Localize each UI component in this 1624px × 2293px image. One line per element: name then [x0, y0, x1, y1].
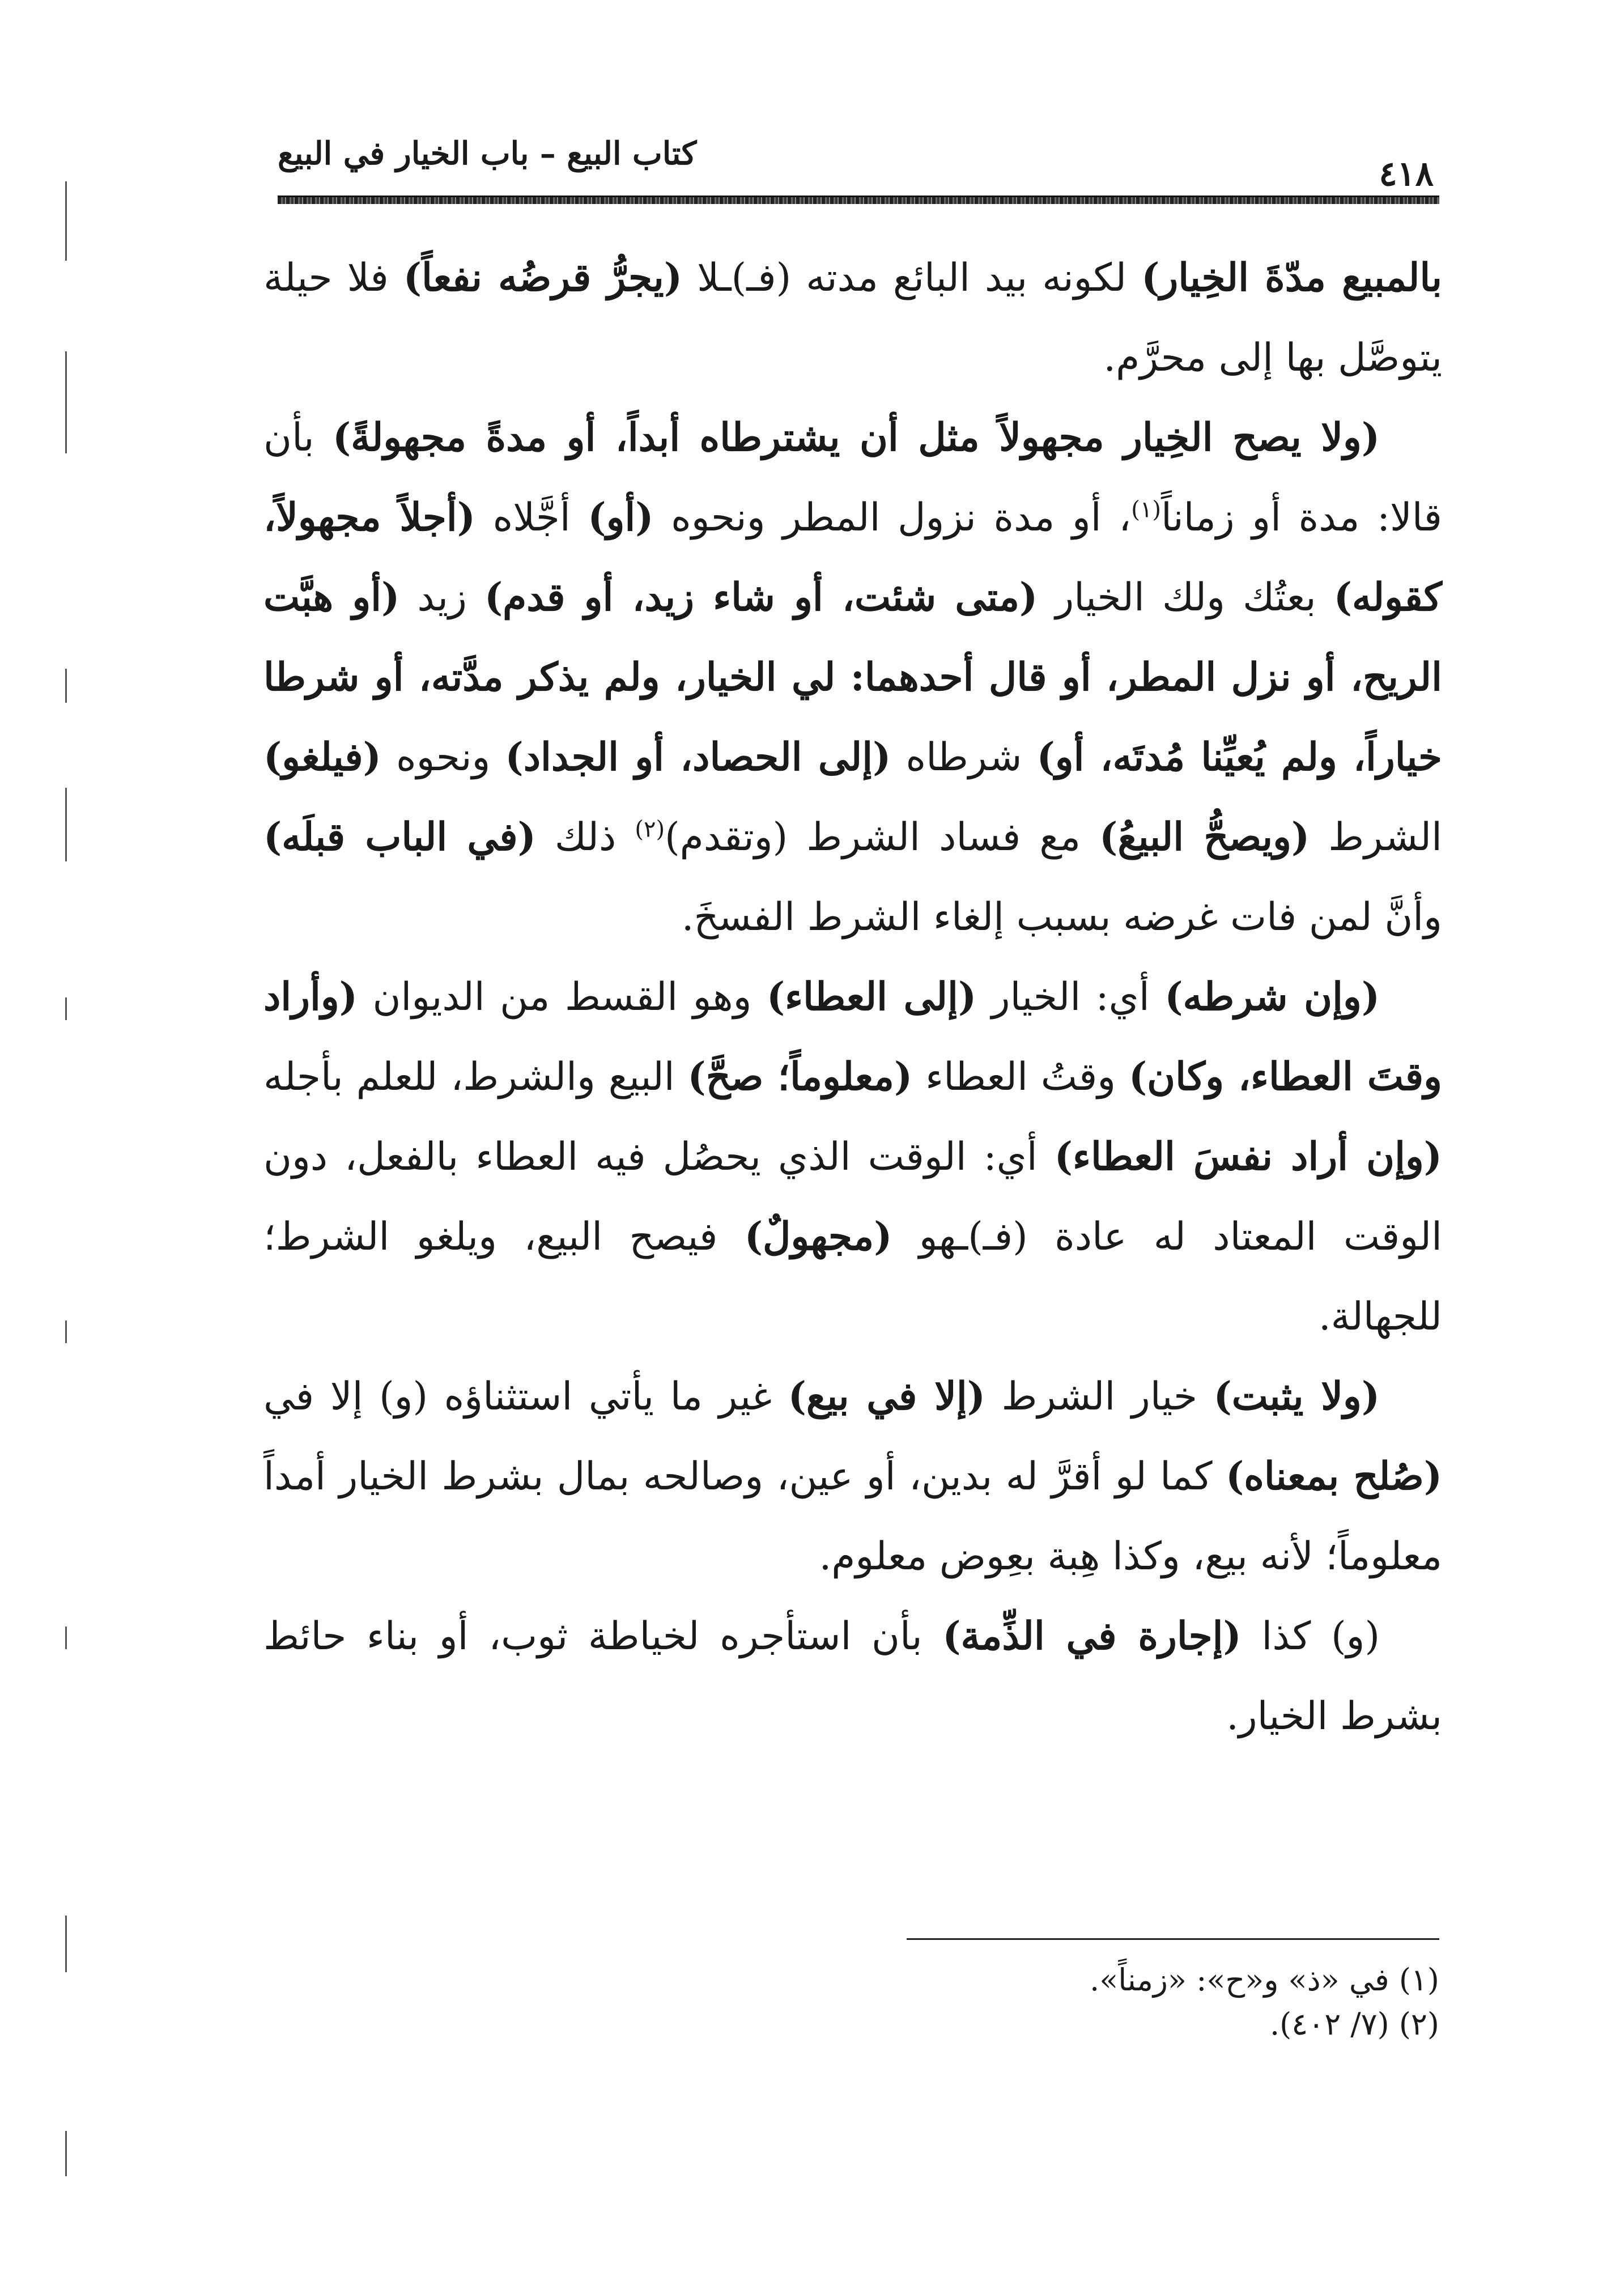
footnote-ref[interactable]: (٢) [635, 816, 665, 843]
matn-text: (أو هبَّت الريح، أو نزل المطر، أو قال أحدهما: لي الخيار، ولم يذكر مدَّته، أو شرطا خياراً، ولم يُعيِّنا مُدتَه، أو) [263, 575, 1442, 780]
matn-text: (إجارة في الذِّمة) [942, 1613, 1242, 1659]
sharh-text: أي: الخيار [976, 975, 1165, 1020]
matn-text: (وإن شرطه) [1164, 974, 1380, 1020]
matn-text: بالمبيع مدّةَ الخِيار) [1141, 255, 1442, 300]
sharh-text: أجَّلاه [475, 495, 588, 540]
scan-margin-line [65, 181, 67, 261]
sharh-text: كما لو أقرَّ له بدين، أو عين، وصالحه بمال بشرط الخيار أمداً معلوماً؛ لأنه بيع، وكذا هِبة بعِوض معلوم. [263, 1454, 1442, 1579]
sharh-text: البيع والشرط، للعلم بأجله [263, 1055, 688, 1099]
footnotes [793, 1958, 1439, 2046]
sharh-text: وهو القسط من الديوان [357, 975, 767, 1020]
matn-text: (صُلح بمعناه) [1226, 1454, 1442, 1499]
sharh-text: وأنَّ لمن فات غرضه بسبب إلغاء الشرط الفسخَ. [681, 895, 1442, 940]
matn-text: (ولا يصح الخِيار مجهولاً مثل أن يشترطاه أبداً، أو مدةً مجهولةً) [332, 415, 1380, 460]
matn-text: (إلا في بيع) [788, 1374, 985, 1419]
sharh-text: (و) كذا [1241, 1614, 1380, 1659]
scan-margin-line [65, 351, 67, 453]
matn-text: (ويصحُّ البيعُ) [1099, 814, 1310, 860]
sharh-text: فيصح البيع، ويلغو الشرط؛ للجهالة. [263, 1215, 1442, 1339]
sharh-text: ونحوه [381, 735, 505, 780]
scan-margin-line [65, 2131, 67, 2176]
footnote: (١) في «ذ» و«ح»: «زمناً». [1090, 1962, 1439, 1998]
paragraph [263, 238, 1442, 398]
footnote-separator [907, 1938, 1439, 1940]
header-rule [278, 196, 1439, 204]
sharh-text: بعتُك ولك الخيار [1038, 575, 1334, 620]
sharh-text: ذلك [535, 815, 635, 860]
footnote-ref[interactable]: (١) [1131, 496, 1161, 523]
sharh-text: مع فساد الشرط (وتقدم) [665, 815, 1100, 860]
sharh-text: أي: الوقت الذي يحصُل فيه العطاء بالفعل، دون الوقت المعتاد له عادة (فـ)ـهو [263, 1135, 1442, 1259]
matn-text: (أجلاً مجهولاً، كقوله) [263, 495, 1443, 620]
matn-text: (فيلغو) [263, 734, 381, 780]
scan-margin-line [65, 1320, 67, 1343]
scan-margin-line [65, 669, 67, 703]
matn-text: (وإن أراد نفسَ العطاء) [1054, 1134, 1442, 1179]
sharh-text: وقتُ العطاء [912, 1055, 1129, 1099]
sharh-text: فلا حيلة يتوصَّل بها إلى محرَّم. [263, 256, 1442, 380]
header-title: كتاب البيع – باب الخيار في البيع [278, 135, 697, 172]
matn-text: (يجرُّ قرضُه نفعاً) [403, 255, 683, 300]
sharh-text: خيار الشرط [985, 1374, 1214, 1419]
scan-margin-line [65, 1916, 67, 1972]
footnote: (٢) (٧/ ٤٠٢). [1269, 2006, 1439, 2042]
sharh-text: بأن قالا: مدة أو زماناً [263, 415, 1442, 540]
matn-text: (إلى العطاء) [767, 974, 977, 1020]
sharh-text: زيد [399, 575, 484, 620]
paragraph [263, 957, 1442, 1357]
sharh-text: شرطاه [891, 735, 1037, 780]
sharh-text: لكونه بيد البائع مدته (فـ)ـلا [682, 256, 1142, 300]
sharh-text: غير ما يأتي استثناؤه (و) إلا في [263, 1374, 788, 1419]
matn-text: (مجهولٌ) [744, 1214, 892, 1259]
scan-margin-line [65, 1627, 67, 1649]
matn-text: (ولا يثبت) [1213, 1374, 1380, 1419]
scan-margin-line [65, 997, 67, 1020]
paragraph [263, 1596, 1442, 1756]
matn-text: (إلى الحصاد، أو الجداد) [505, 734, 891, 780]
matn-text: (وأراد وقتَ العطاء، وكان) [263, 974, 1442, 1099]
scan-margin-line [65, 788, 67, 861]
matn-text: (معلوماً؛ صحَّ) [687, 1054, 913, 1099]
matn-text: (في الباب قبلَه) [263, 814, 536, 860]
running-header [278, 125, 1439, 210]
paragraph [263, 398, 1442, 957]
sharh-text: ، أو مدة نزول المطر ونحوه [653, 495, 1132, 540]
sharh-text: بأن استأجره لخياطة ثوب، أو بناء حائط بشرط الخيار. [263, 1614, 1442, 1739]
matn-text: (أو) [588, 495, 654, 540]
sharh-text: الشرط [1310, 815, 1442, 860]
page-number: ٤١٨ [1379, 154, 1434, 194]
matn-text: (متى شئت، أو شاء زيد، أو قدم) [484, 575, 1038, 620]
paragraph [263, 1357, 1442, 1596]
main-text [263, 238, 1442, 1756]
